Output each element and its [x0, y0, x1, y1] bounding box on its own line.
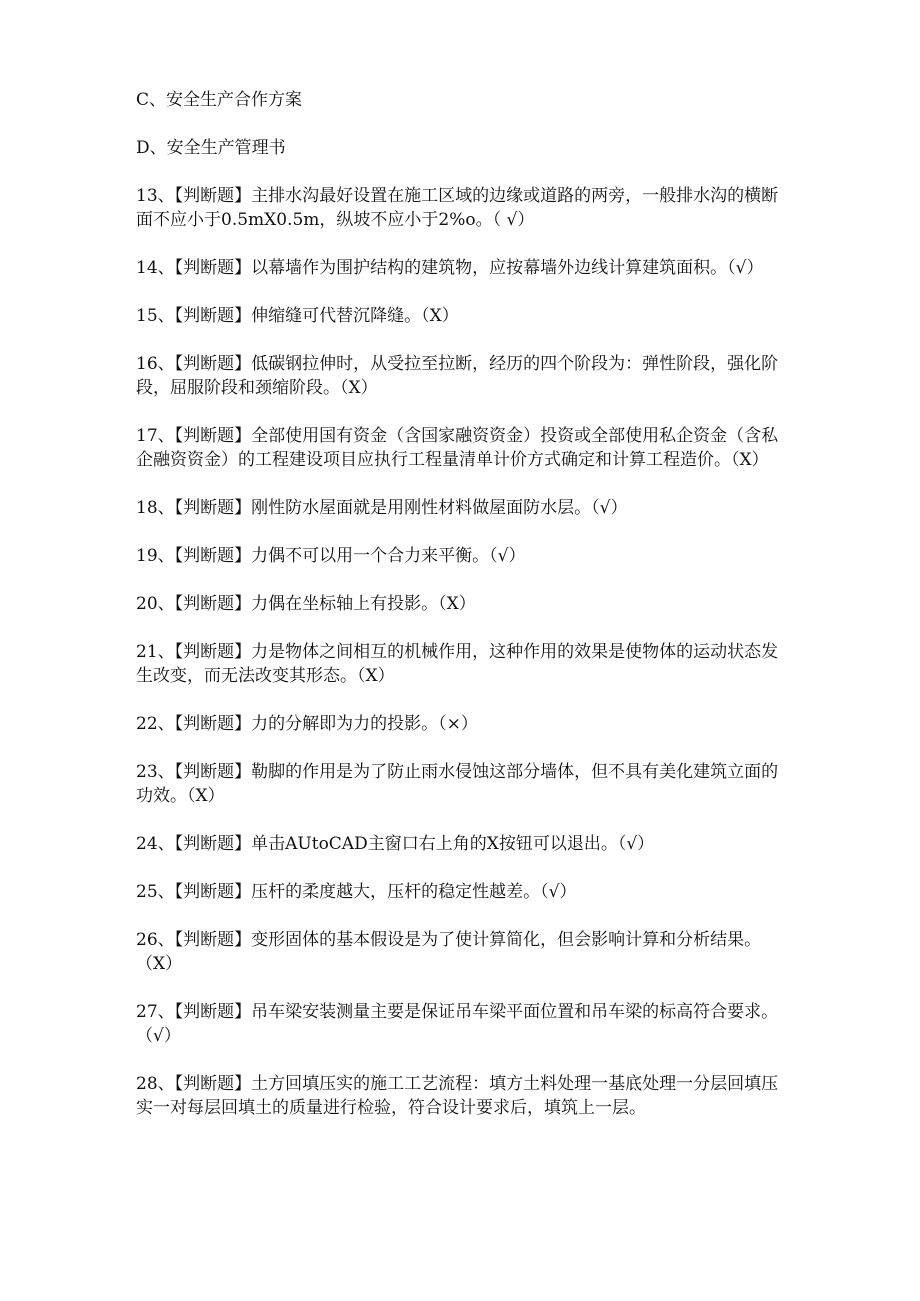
document-content	[136, 88, 786, 1120]
question-20: 20、【判断题】力偶在坐标轴上有投影。（X）	[136, 594, 476, 614]
question-24: 24、【判断题】单击AUtoCAD主窗口右上角的X按钮可以退出。（√）	[136, 834, 655, 854]
question-16: 16、【判断题】低碳钢拉伸时，从受拉至拉断，经历的四个阶段为：弹性阶段，强化阶段，屈服阶段和颈缩阶段。（X）	[136, 354, 779, 398]
question-19: 19、【判断题】力偶不可以用一个合力来平衡。（√）	[136, 546, 526, 566]
question-17: 17、【判断题】全部使用国有资金（含国家融资资金）投资或全部使用私企资金（含私企融资资金）的工程建设项目应执行工程量清单计价方式确定和计算工程造价。（X）	[136, 426, 779, 470]
question-14: 14、【判断题】以幕墙作为围护结构的建筑物，应按幕墙外边线计算建筑面积。（√）	[136, 258, 764, 278]
question-15: 15、【判断题】伸缩缝可代替沉降缝。（X）	[136, 306, 459, 326]
question-28: 28、【判断题】土方回填压实的施工工艺流程：填方土料处理一基底处理一分层回填压实一对每层回填土的质量进行检验，符合设计要求后，填筑上一层。	[136, 1074, 779, 1118]
question-23: 23、【判断题】勒脚的作用是为了防止雨水侵蚀这部分墙体，但不具有美化建筑立面的功效。（X）	[136, 762, 779, 806]
question-13: 13、【判断题】主排水沟最好设置在施工区域的边缘或道路的两旁，一般排水沟的横断面不应小于0.5mX0.5m，纵坡不应小于2%o。（ √）	[136, 186, 779, 230]
question-26: 26、【判断题】变形固体的基本假设是为了使计算简化，但会影响计算和分析结果。（X）	[136, 930, 762, 974]
question-21: 21、【判断题】力是物体之间相互的机械作用，这种作用的效果是使物体的运动状态发生改变，而无法改变其形态。（X）	[136, 642, 779, 686]
question-22: 22、【判断题】力的分解即为力的投影。（×）	[136, 714, 478, 734]
option-c: C、安全生产合作方案	[136, 90, 303, 110]
question-25: 25、【判断题】压杆的柔度越大，压杆的稳定性越差。（√）	[136, 882, 577, 902]
question-27: 27、【判断题】吊车梁安装测量主要是保证吊车梁平面位置和吊车梁的标高符合要求。（√）	[136, 1002, 779, 1046]
question-18: 18、【判断题】刚性防水屋面就是用刚性材料做屋面防水层。（√）	[136, 498, 628, 518]
option-d: D、安全生产管理书	[136, 138, 286, 158]
